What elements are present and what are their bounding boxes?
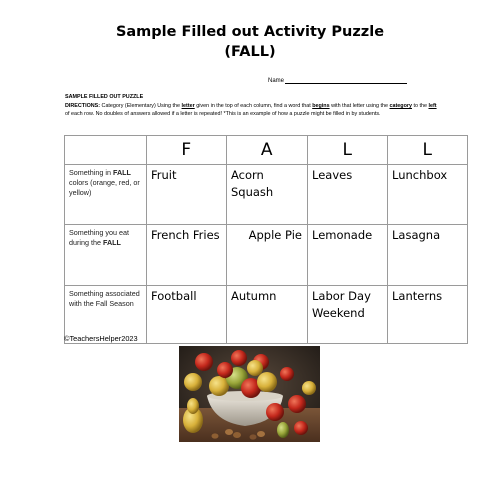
- directions-part: given in the top of each column, find a word that: [194, 103, 313, 109]
- fall-fruit-photo: [179, 346, 320, 442]
- apple-icon: [209, 376, 229, 396]
- apple-icon: [231, 350, 247, 366]
- puzzle-table: [64, 135, 468, 344]
- category-text: Something you eat during the: [69, 228, 129, 247]
- directions-label: DIRECTIONS:: [65, 103, 101, 109]
- answer-cell[interactable]: Lanterns: [388, 286, 468, 344]
- column-letter: L: [388, 136, 468, 165]
- answer-cell[interactable]: Autumn: [227, 286, 308, 344]
- nut-icon: [233, 432, 241, 438]
- apple-icon: [280, 367, 294, 381]
- table-row: [65, 225, 468, 286]
- apple-icon: [257, 372, 277, 392]
- category-text: Something in: [69, 168, 113, 177]
- answer-cell[interactable]: Apple Pie: [227, 225, 308, 286]
- directions-part: to the: [412, 103, 429, 109]
- apple-icon: [247, 360, 263, 376]
- puzzle-heading: SAMPLE FILLED OUT PUZZLE: [65, 94, 144, 100]
- directions-emphasis: begins: [312, 103, 330, 109]
- category-cell: [65, 225, 147, 286]
- nut-icon: [250, 434, 257, 439]
- copyright-notice: ©TeachersHelper2023: [64, 334, 138, 343]
- category-emphasis: FALL: [112, 168, 131, 177]
- column-letter: A: [227, 136, 308, 165]
- directions-part: Category (Elementary) Using the: [100, 103, 182, 109]
- nut-icon: [212, 433, 219, 438]
- document-subtitle: (FALL): [224, 44, 276, 60]
- category-text: colors (orange, red, or yellow): [69, 177, 140, 197]
- apple-icon: [288, 395, 306, 413]
- answer-cell[interactable]: Football: [147, 286, 227, 344]
- name-underline: [285, 77, 407, 84]
- answer-cell[interactable]: Leaves: [308, 165, 388, 225]
- directions-emphasis: letter: [181, 103, 195, 109]
- answer-cell[interactable]: French Fries: [147, 225, 227, 286]
- document-title: Sample Filled out Activity Puzzle: [115, 24, 385, 40]
- apple-icon: [217, 362, 233, 378]
- apple-icon: [266, 403, 284, 421]
- apple-icon: [195, 353, 213, 371]
- nut-icon: [257, 431, 265, 437]
- pear-icon: [187, 398, 199, 414]
- apple-icon: [184, 373, 202, 391]
- directions-part: of each row. No doubles of answers allowed if a letter is repeated! *This is an example of how a puzzle might be filled in by students.: [65, 111, 381, 117]
- table-row: [65, 165, 468, 225]
- directions-emphasis: left: [428, 103, 437, 109]
- corner-cell: [65, 136, 147, 165]
- letter-header-row: [65, 136, 468, 165]
- column-letter: F: [147, 136, 227, 165]
- answer-cell[interactable]: Lasagna: [388, 225, 468, 286]
- directions-text: [65, 102, 437, 118]
- answer-cell[interactable]: Fruit: [147, 165, 227, 225]
- answer-cell[interactable]: Acorn Squash: [227, 165, 308, 225]
- answer-cell[interactable]: Lunchbox: [388, 165, 468, 225]
- directions-emphasis: category: [389, 103, 412, 109]
- category-text: Something associated with the Fall Season: [69, 289, 140, 308]
- apple-icon: [294, 421, 308, 435]
- column-letter: L: [308, 136, 388, 165]
- answer-cell[interactable]: Lemonade: [308, 225, 388, 286]
- answer-cell[interactable]: Labor Day Weekend: [308, 286, 388, 344]
- name-label: Name: [268, 78, 285, 84]
- category-cell: [65, 165, 147, 225]
- category-emphasis: FALL: [102, 237, 121, 247]
- name-field[interactable]: [268, 77, 407, 84]
- pear-icon: [277, 422, 289, 438]
- apple-icon: [302, 381, 316, 395]
- nut-icon: [225, 429, 233, 435]
- directions-part: with that letter using the: [329, 103, 390, 109]
